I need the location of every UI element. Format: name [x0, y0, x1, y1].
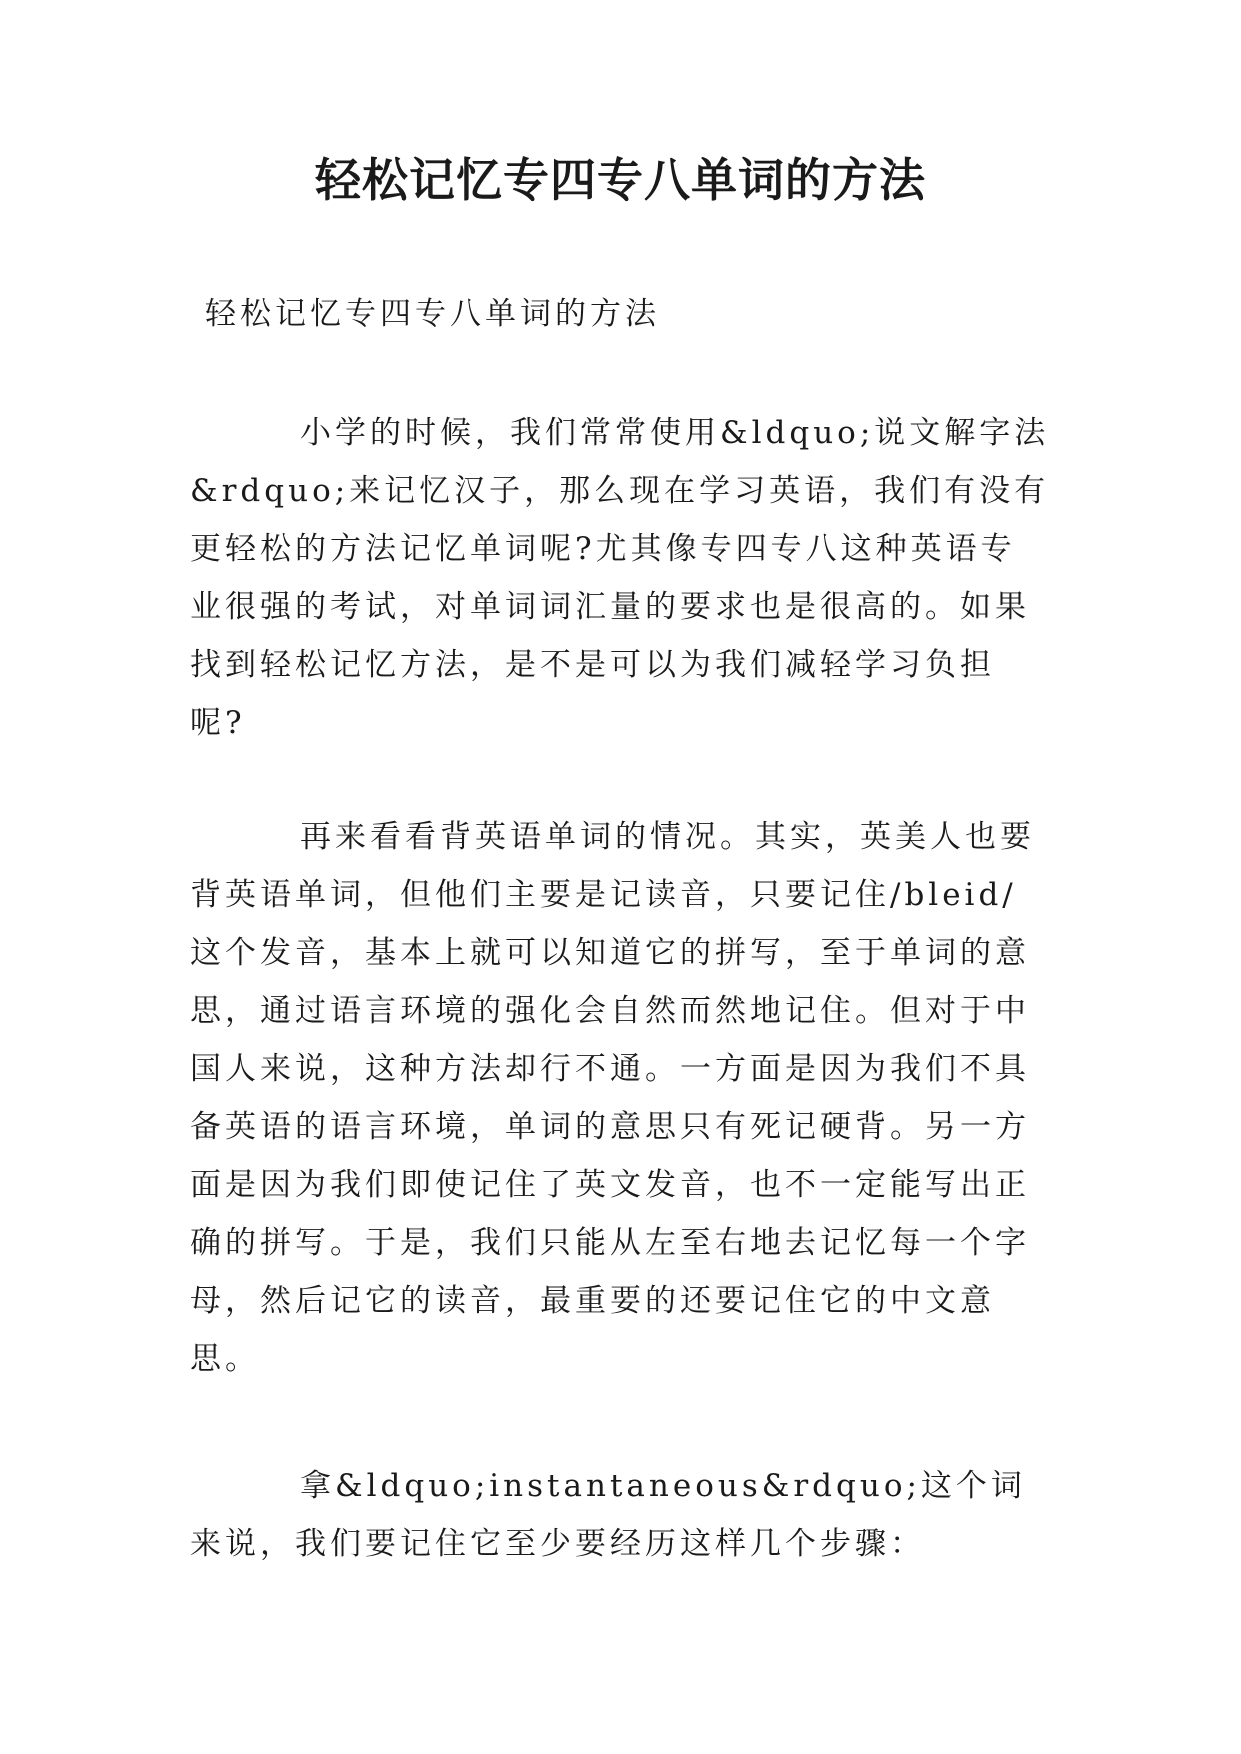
document-title: 轻松记忆专四专八单词的方法 [315, 153, 926, 207]
document-subtitle: 轻松记忆专四专八单词的方法 [205, 296, 660, 332]
paragraph-1: 小学的时候，我们常常使用&ldquo;说文解字法&rdquo;来记忆汉子，那么现在学习英语，我们有没有更轻松的方法记忆单词呢?尤其像专四专八这种英语专业很强的考试，对单词词汇量的要求也是很高的。如果找到轻松记忆方法，是不是可以为我们减轻学习负担呢? [190, 415, 1050, 741]
paragraph-3: 拿&ldquo;instantaneous&rdquo;这个词来说，我们要记住它至少要经历这样几个步骤： [190, 1468, 1026, 1562]
paragraph-2: 再来看看背英语单词的情况。其实，英美人也要背英语单词，但他们主要是记读音，只要记住/bleid/这个发音，基本上就可以知道它的拼写，至于单词的意思，通过语言环境的强化会自然而然地记住。但对于中国人来说，这种方法却行不通。一方面是因为我们不具备英语的语言环境，单词的意思只有死记硬背。另一方面是因为我们即使记住了英文发音，也不一定能写出正确的拼写。于是，我们只能从左至右地去记忆每一个字母，然后记它的读音，最重要的还要记住它的中文意思。 [190, 819, 1035, 1377]
